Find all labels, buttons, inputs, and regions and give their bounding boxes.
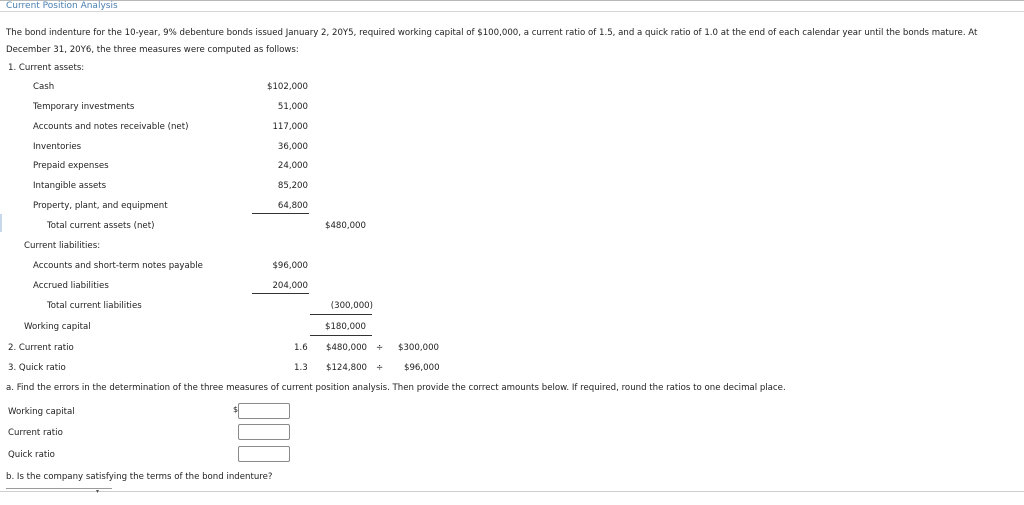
asset-amount-ppe: 64,800 — [277, 201, 308, 211]
asset-label-temporary-investments: Temporary investments — [33, 102, 135, 112]
current-ratio-input[interactable] — [238, 424, 290, 440]
asset-amount-receivables: 117,000 — [272, 122, 308, 132]
edge-marker — [0, 214, 2, 232]
asset-amount-temporary-investments: 51,000 — [277, 102, 308, 112]
title-divider — [0, 11, 1024, 12]
asset-label-intangible-assets: Intangible assets — [33, 181, 107, 191]
total-current-liabilities-amount: (300,000) — [330, 301, 373, 311]
chevron-down-icon[interactable]: ▾ — [96, 488, 100, 495]
assets-underline — [252, 213, 309, 214]
quick-ratio-heading: 3. Quick ratio — [8, 363, 66, 373]
asset-label-cash: Cash — [33, 82, 55, 92]
quick-ratio-numerator: $124,800 — [326, 363, 368, 373]
liability-amount-payables: $96,000 — [272, 261, 308, 271]
liabilities-underline — [252, 293, 309, 294]
liability-label-accrued: Accrued liabilities — [33, 281, 109, 291]
total-current-assets-amount: $480,000 — [324, 221, 366, 231]
quick-ratio-value: 1.3 — [294, 363, 308, 373]
question-b: b. Is the company satisfying the terms of the bond indenture? — [6, 472, 273, 482]
liability-amount-accrued: 204,000 — [272, 281, 308, 291]
working-capital-input[interactable] — [238, 403, 290, 419]
asset-amount-intangible-assets: 85,200 — [277, 181, 308, 191]
total-liabilities-underline — [310, 314, 372, 315]
quick-ratio-denominator: $96,000 — [404, 363, 440, 373]
current-ratio-numerator: $480,000 — [326, 343, 368, 353]
asset-amount-cash: $102,000 — [266, 82, 308, 92]
working-capital-label: Working capital — [24, 322, 91, 332]
bottom-divider — [0, 491, 1024, 492]
current-ratio-heading: 2. Current ratio — [8, 343, 74, 353]
liability-label-payables: Accounts and short-term notes payable — [33, 261, 203, 271]
top-rule — [0, 0, 1024, 1]
current-assets-heading: 1. Current assets: — [8, 63, 85, 73]
asset-label-receivables: Accounts and notes receivable (net) — [33, 122, 189, 132]
current-liabilities-heading: Current liabilities: — [24, 241, 101, 251]
total-current-assets-label: Total current assets (net) — [47, 221, 155, 231]
working-capital-amount: $180,000 — [324, 322, 366, 332]
answer-current-ratio-label: Current ratio — [8, 428, 63, 438]
current-ratio-denominator: $300,000 — [398, 343, 440, 353]
asset-amount-prepaid-expenses: 24,000 — [277, 161, 308, 171]
quick-ratio-input[interactable] — [238, 446, 290, 462]
asset-label-inventories: Inventories — [33, 142, 82, 152]
question-a: a. Find the errors in the determination of the three measures of current position analysis. Then provide the correct amounts below. If required, round the ratios to one decimal place. — [6, 383, 786, 393]
currency-symbol: $ — [233, 405, 239, 414]
asset-amount-inventories: 36,000 — [277, 142, 308, 152]
current-ratio-divide-sign: ÷ — [376, 343, 384, 353]
problem-intro: The bond indenture for the 10-year, 9% debenture bonds issued January 2, 20Y5, required working capital of $100,000, a current ratio of 1.5, and a quick ratio of 1.0 at the end of each calendar year until the bonds mature. At December 31, 20Y6, the three measures were computed as follows: — [6, 28, 978, 55]
working-capital-underline — [310, 335, 372, 336]
current-ratio-value: 1.6 — [294, 343, 308, 353]
answer-quick-ratio-label: Quick ratio — [8, 450, 55, 460]
asset-label-prepaid-expenses: Prepaid expenses — [33, 161, 109, 171]
page-title: Current Position Analysis — [6, 1, 118, 11]
quick-ratio-divide-sign: ÷ — [376, 363, 384, 373]
answer-working-capital-label: Working capital — [8, 407, 75, 417]
total-current-liabilities-label: Total current liabilities — [47, 301, 142, 311]
asset-label-ppe: Property, plant, and equipment — [33, 201, 168, 211]
